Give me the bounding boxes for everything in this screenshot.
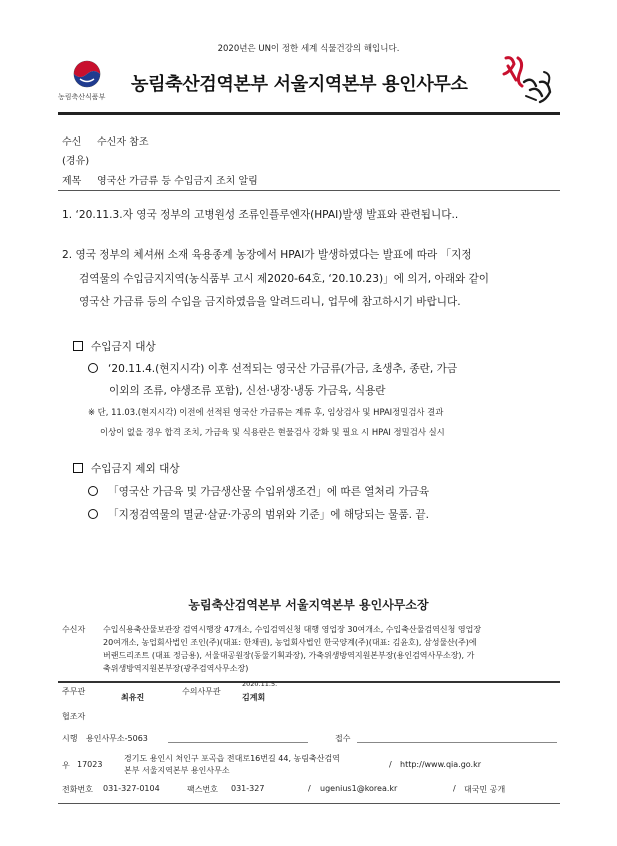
- paragraph-2-line-3: 영국산 가금류 등의 수입을 금지하였음을 알려드리니, 업무에 참고하시기 바랍니다.: [79, 296, 461, 308]
- recipient-label: 수신: [62, 137, 82, 148]
- disclosure-status: 대국민 공개: [464, 785, 506, 794]
- fax-label: 팩스번호: [187, 785, 218, 794]
- paragraph-2-line-1: 2. 영국 정부의 체셔州 소재 육용종계 농장에서 HPAI가 발생하였다는 발표에 따라 「지정: [62, 249, 472, 261]
- section-2-title: 수입금지 제외 대상: [91, 463, 180, 475]
- cooperator-label: 협조자: [62, 712, 86, 721]
- receipt-blank-line: [357, 742, 557, 743]
- address-line-1: 경기도 용인시 처인구 포곡읍 전대로16번길 44, 농림축산검역: [124, 754, 340, 763]
- enforce-label: 시행: [62, 734, 78, 743]
- slogan: 2020년은 UN이 정한 세계 식물건강의 해입니다.: [217, 44, 400, 54]
- section-2-heading: [73, 461, 180, 476]
- separator: /: [389, 760, 392, 769]
- approver-name: 김계회: [242, 693, 266, 702]
- homepage-link[interactable]: http://www.qia.go.kr: [400, 760, 481, 769]
- checkbox-square-icon: [73, 463, 83, 473]
- recipients-label: 수신자: [62, 625, 86, 634]
- enforce-value: 용인사무소-5063: [86, 734, 148, 743]
- recipients-line-3: 버랜드리조트 (대표 정금용), 서울대공원장(동물기획과장), 가축위생방역지원본부장(용인검역사무소장), 가: [103, 651, 475, 660]
- approve-date: 2020.11.5.: [242, 680, 278, 688]
- checkbox-square-icon: [73, 341, 83, 351]
- section-1-heading: [73, 339, 156, 354]
- section-1-item-1: [88, 361, 457, 376]
- via-label: (경유): [62, 156, 90, 167]
- section-2-item-1: [88, 484, 429, 499]
- paragraph-1: 1. ‘20.11.3.자 영국 정부의 고병원성 조류인플루엔자(HPAI)발생 발표와 관련됩니다..: [62, 209, 459, 221]
- section-2-item-2-text: 「지정검역물의 멸균·살균·가공의 범위와 기준」에 해당되는 물품. 끝.: [108, 509, 429, 521]
- header-rule: [58, 112, 560, 115]
- approver-label: 수의사무관: [182, 687, 221, 696]
- subject-divider: [58, 190, 560, 191]
- separator: /: [308, 784, 311, 793]
- drafter-label: 주무관: [62, 687, 86, 696]
- section-1-note-line-1: ※ 단, 11.03.(현지시각) 이전에 선적된 영국산 가금류는 계류 후, 임상검사 및 HPAI정밀검사 결과: [88, 407, 444, 417]
- recipients-line-1: 수입식용축산물보관장 검역시행장 47개소, 수입검역신청 대행 영업장 30여개소, 수입축산물검역신청 영업장: [103, 625, 482, 634]
- bullet-circle-icon: [88, 486, 98, 496]
- section-1-item-1-line-1: ‘20.11.4.(현지시각) 이후 선적되는 영국산 가금류(가금, 초생추, 종란, 가금: [108, 363, 458, 375]
- section-1-item-1-line-2: 이외의 조류, 야생조류 포함), 신선·냉장·냉동 가금육, 식용란: [109, 385, 386, 397]
- drafter-name: 최유진: [121, 693, 145, 702]
- address-line-2: 본부 서울지역본부 용인사무소: [124, 766, 230, 775]
- subject-value: 영국산 가금류 등 수입금지 조치 알림: [97, 176, 258, 187]
- sender-org-name: 농림축산검역본부 서울지역본부 용인사무소장: [188, 598, 429, 612]
- section-1-title: 수입금지 대상: [91, 341, 156, 353]
- section-1-note-line-2: 이상이 없을 경우 합격 조치, 가금육 및 식용란은 현물검사 강화 및 필요 시 HPAI 정밀검사 실시: [100, 427, 445, 437]
- footer-divider: [58, 681, 560, 683]
- bullet-circle-icon: [88, 363, 98, 373]
- enforce-blank-line: [168, 742, 308, 743]
- postal-label: 우: [62, 761, 70, 770]
- recipients-line-2: 20여개소, 농업회사법인 조인(주)(대표: 한채권), 농업회사법인 한국양계(주)(대표: 김윤호), 삼성물산(주)에: [103, 638, 477, 647]
- phone-label: 전화번호: [62, 785, 93, 794]
- separator: /: [453, 784, 456, 793]
- page-title: 농림축산검역본부 서울지역본부 용인사무소: [131, 74, 468, 95]
- receipt-label: 접수: [335, 734, 351, 743]
- recipient-value: 수신자 참조: [97, 137, 149, 148]
- recipients-line-4: 축위생방역지원본부장(광주검역사무소장): [103, 664, 249, 673]
- ministry-caption: 농림축산식품부: [58, 93, 106, 101]
- calligraphy-emblem-icon: [496, 52, 560, 108]
- subject-label: 제목: [62, 176, 82, 187]
- postal-code: 17023: [77, 760, 103, 769]
- footer-bottom-rule: [58, 803, 560, 804]
- fax-value: 031-327: [231, 784, 265, 793]
- paragraph-2-line-2: 검역물의 수입금지지역(농식품부 고시 제2020-64호, ‘20.10.23)」에 의거, 아래와 같이: [79, 273, 490, 285]
- email-link[interactable]: ugenius1@korea.kr: [320, 784, 398, 793]
- section-2-item-2: [88, 507, 429, 522]
- phone-value: 031-327-0104: [103, 784, 160, 793]
- bullet-circle-icon: [88, 509, 98, 519]
- section-2-item-1-text: 「영국산 가금육 및 가금생산물 수입위생조건」에 따른 열처리 가금육: [108, 486, 430, 498]
